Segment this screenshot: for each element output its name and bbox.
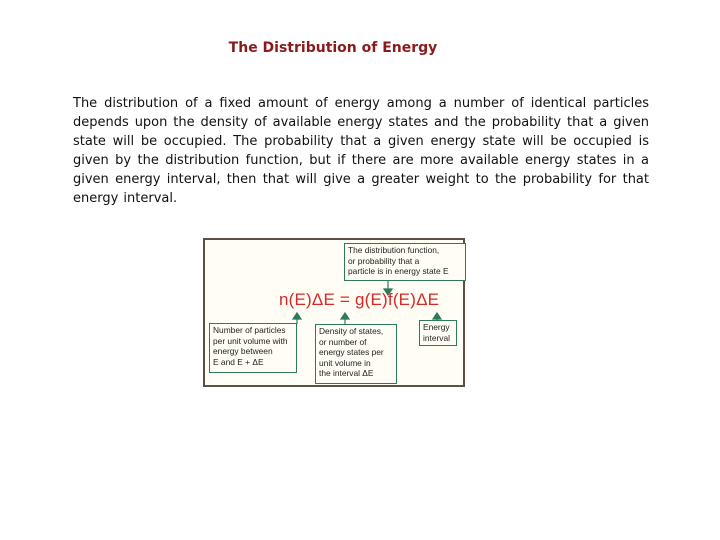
distribution-equation-figure (203, 238, 465, 387)
label-number-of-particles: Number of particles per unit volume with energy between E and E + ΔE (209, 323, 297, 373)
body-paragraph: The distribution of a fixed amount of energy among a number of identical particles depends upon the density of available energy states and the probability that a given state will be occupied. The probability that a given energy state will be occupied is given by the distribution function, but if there are more available energy states in a given energy interval, then that will give a greater weight to the probability for that energy interval. (73, 96, 649, 206)
label-energy-interval: Energy interval (419, 320, 457, 346)
label-distribution-function: The distribution function, or probability that a particle is in energy state E (344, 243, 466, 281)
arrowhead-number-of-particles (293, 313, 301, 319)
page-title (0, 40, 720, 56)
arrowhead-energy-interval (433, 313, 441, 319)
page-title-text: The Distribution of Energy (228, 40, 438, 56)
arrowhead-density-of-states (341, 313, 349, 319)
label-density-of-states: Density of states, or number of energy states per unit volume in the interval ΔE (315, 324, 397, 384)
equation-text: n(E)ΔE = g(E)f(E)ΔE (279, 290, 440, 309)
